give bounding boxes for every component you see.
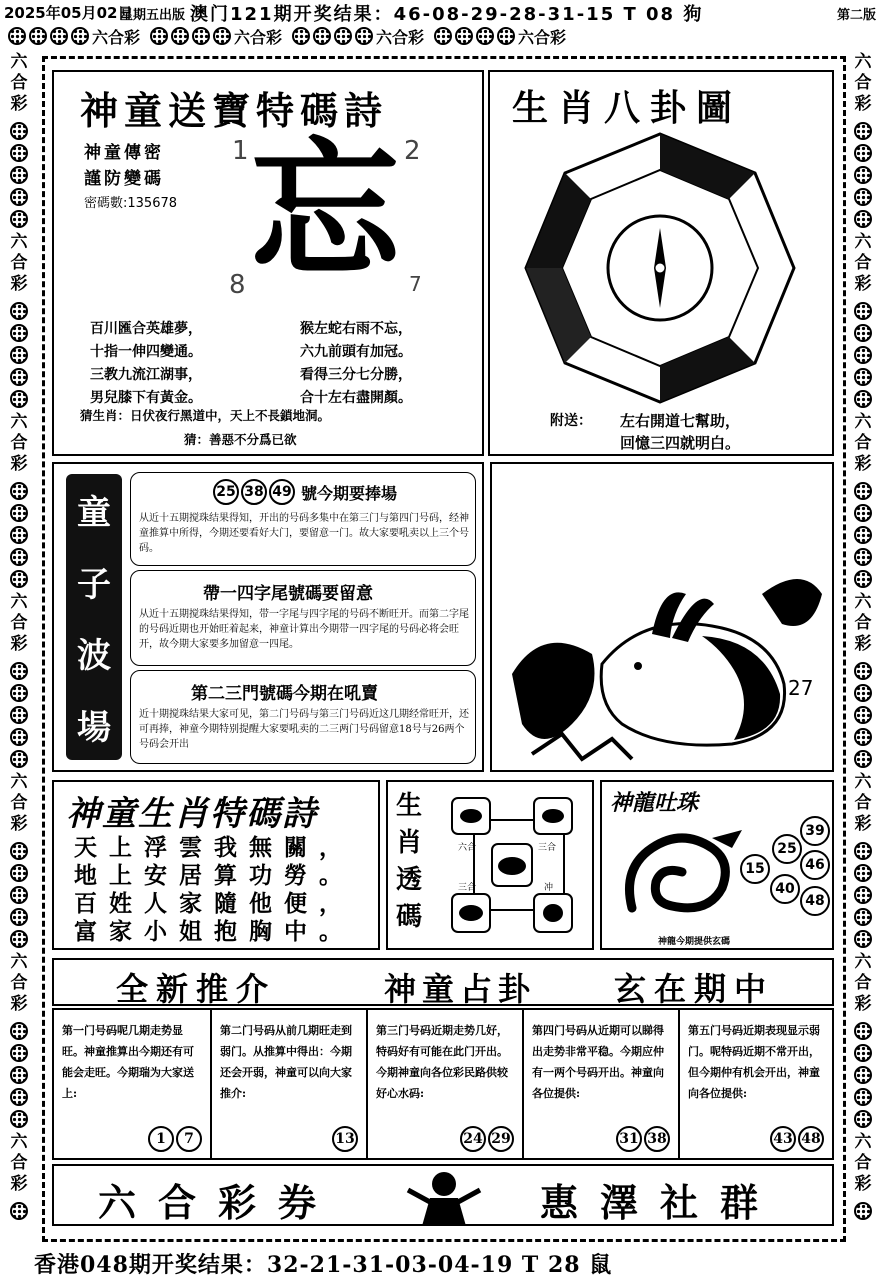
mascot-head (432, 1172, 456, 1196)
dot-ball-icon (854, 210, 872, 228)
dot-ball-icon (455, 27, 473, 45)
dot-ball-icon (854, 684, 872, 702)
border-group (434, 25, 566, 48)
zodiac-poem-title: 神童生肖特碼詩 (66, 794, 318, 834)
dot-ball-icon (854, 302, 872, 320)
dot-ball-icon (854, 662, 872, 680)
border-label: 六 合 彩 (854, 232, 872, 294)
door-text: 第二门号码从前几期旺走到弱门。从推算中得出：今期还会开弱，神童可以向大家推介: (220, 1024, 352, 1100)
poem-left-column (90, 318, 202, 410)
dot-ball-icon (313, 27, 331, 45)
dot-ball-icon (50, 27, 68, 45)
footer-banner (52, 1164, 834, 1226)
dot-ball-icon (10, 1110, 28, 1128)
dot-ball-icon (854, 1088, 872, 1106)
border-label: 六合彩 (376, 27, 425, 47)
dot-ball-icon (10, 548, 28, 566)
dot-ball-icon (854, 504, 872, 522)
zodiac-poem-lines (74, 834, 354, 946)
secret-line-2: 謹防變碼 (84, 169, 164, 189)
border-label: 六合彩 (234, 27, 283, 47)
door-1 (54, 1010, 212, 1158)
poem-left-line: 十指一伸四變通。 (90, 344, 202, 360)
rat-silhouette (498, 857, 526, 875)
bottom-bar (0, 1246, 880, 1279)
number-ball: 25 (213, 479, 239, 505)
child-box-2 (130, 570, 476, 666)
dot-ball-icon (854, 1044, 872, 1062)
dot-ball-icon (854, 842, 872, 860)
dot-ball-icon (10, 1202, 28, 1220)
dot-ball-icon (192, 27, 210, 45)
guess-line-2: 猜：善惡不分爲已欲 (184, 432, 297, 447)
dot-ball-icon (10, 122, 28, 140)
child-box-1-header (213, 479, 397, 505)
border-label: 六 合 彩 (10, 52, 28, 114)
child-box-1-text: 从近十五期搅珠结果得知，开出的号码多集中在第三门与第四门号码，经神童推算中所得，今期还要看好大门，要留意一门。故大家要吼卖以上三个号码。 (139, 513, 469, 554)
dot-ball-icon (10, 570, 28, 588)
footer-right: 惠澤社群 (540, 1180, 781, 1225)
child-panel (52, 462, 484, 772)
number-ball: 1 (148, 1126, 174, 1152)
transit-vertical-title (396, 788, 422, 936)
dot-ball-icon (854, 144, 872, 162)
attach-line-1: 左右開道七幫助， (620, 412, 741, 430)
number-ball: 49 (269, 479, 295, 505)
dot-ball-icon (10, 188, 28, 206)
child-box-2-text: 从近十五期搅珠结果得知，带一字尾与四字尾的号码不断旺开。而第二字尾的号码近期也开始旺着起来，神童计算出今期带一四字尾的号码必将会旺开，故今期大家要多加留意一四尾。 (139, 609, 469, 650)
rabbit-picture-panel (490, 462, 834, 772)
border-label: 六 合 彩 (854, 1132, 872, 1194)
dot-ball-icon (854, 706, 872, 724)
dot-ball-icon (854, 346, 872, 364)
poem-left-line: 三教九流江湖事， (90, 367, 202, 383)
dot-ball-icon (476, 27, 494, 45)
dragon-pearl: 48 (800, 886, 830, 916)
bagua-diagram (524, 132, 796, 404)
dragon-head (712, 830, 742, 848)
digit-top-left: 1 (232, 136, 249, 166)
poem-panel (52, 70, 484, 456)
number-ball: 31 (616, 1126, 642, 1152)
bush-right (762, 579, 822, 626)
dot-ball-icon (854, 1110, 872, 1128)
promo-banner (52, 958, 834, 1006)
dot-ball-icon (10, 706, 28, 724)
banner-middle: 神童占卦 (384, 970, 537, 1008)
zodiac-poem-line: 天上浮雲我無關， (74, 834, 354, 861)
door-3 (368, 1010, 524, 1158)
poem-right-line: 猴左蛇右雨不忘， (300, 321, 412, 337)
dot-ball-icon (10, 886, 28, 904)
border-label: 六 合 彩 (10, 1132, 28, 1194)
border-label: 六 合 彩 (10, 232, 28, 294)
secret-line-1: 神童傳密 (84, 143, 164, 163)
top-border-strip (8, 25, 874, 47)
door-text: 第五门号码近期表现显示弱门。呢特码近期不常开出，但今期仲有机会开出，神童向各位提供: (688, 1024, 820, 1100)
dragon-pearl: 15 (740, 854, 770, 884)
dot-ball-icon (854, 750, 872, 768)
border-group (292, 25, 424, 48)
zodiac-poem-line: 地上安居算功勞。 (74, 862, 354, 889)
dot-ball-icon (10, 930, 28, 948)
ox-silhouette (459, 905, 483, 921)
dot-ball-icon (10, 864, 28, 882)
dot-ball-icon (854, 864, 872, 882)
banner-left: 全新推介 (116, 970, 277, 1008)
dot-ball-icon (10, 684, 28, 702)
border-label: 六合彩 (92, 27, 141, 47)
number-ball: 24 (460, 1126, 486, 1152)
child-box-1-title: 號今期要捧場 (301, 483, 398, 503)
big-character: 忘 (250, 122, 401, 298)
dot-ball-icon (854, 324, 872, 342)
dot-ball-icon (71, 27, 89, 45)
dot-ball-icon (854, 482, 872, 500)
zodiac-poem-line: 百姓人家隨他便， (74, 890, 354, 917)
hongkong-result: 香港048期开奖结果：32-21-31-03-04-19 T 28 鼠 (34, 1252, 613, 1278)
dot-ball-icon (10, 750, 28, 768)
dot-ball-icon (171, 27, 189, 45)
dot-ball-icon (854, 1022, 872, 1040)
dragon-pearl: 40 (770, 874, 800, 904)
issue-weekday: 星期五出版 (120, 8, 186, 23)
number-ball: 13 (332, 1126, 358, 1152)
border-group (8, 25, 140, 48)
dot-ball-icon (497, 27, 515, 45)
dragon-caption: 神龍今期提供玄碼 (658, 937, 731, 947)
poem-title: 神童送寶特碼詩 (80, 88, 389, 133)
dragon-pearl: 46 (800, 850, 830, 880)
border-label: 六 合 彩 (10, 412, 28, 474)
dragon-pearl: 25 (772, 834, 802, 864)
dragon-panel (600, 780, 834, 950)
left-border-strip (4, 52, 36, 1242)
digit-top-right: 2 (404, 136, 421, 166)
number-ball: 7 (176, 1126, 202, 1152)
dot-ball-icon (10, 504, 28, 522)
label-liuhe: 六合 (458, 843, 477, 853)
door-2 (212, 1010, 368, 1158)
poem-right-line: 看得三分七分勝， (300, 367, 412, 383)
border-label: 六 合 彩 (854, 52, 872, 114)
door-5 (680, 1010, 832, 1158)
label-chong: 冲 (544, 883, 554, 893)
rabbit-illustration (502, 554, 832, 764)
border-label: 六 合 彩 (854, 772, 872, 834)
bagua-panel (488, 70, 834, 456)
issue-date: 2025年05月02日 (4, 4, 133, 22)
transit-title-char: 透 (396, 865, 423, 895)
border-label: 六合彩 (518, 27, 567, 47)
number-ball: 29 (488, 1126, 514, 1152)
transit-title-char: 碼 (396, 902, 423, 932)
dot-ball-icon (854, 1066, 872, 1084)
dot-ball-icon (10, 526, 28, 544)
compass-hub (655, 263, 665, 273)
dot-ball-icon (854, 570, 872, 588)
number-ball: 38 (241, 479, 267, 505)
transit-title-char: 肖 (396, 828, 423, 858)
border-label: 六 合 彩 (10, 592, 28, 654)
dot-ball-icon (150, 27, 168, 45)
banner-right: 玄在期中 (614, 970, 775, 1008)
dot-ball-icon (213, 27, 231, 45)
dot-ball-icon (10, 390, 28, 408)
dot-ball-icon (854, 548, 872, 566)
dot-ball-icon (10, 662, 28, 680)
label-sanhe: 三合 (538, 843, 557, 853)
dot-ball-icon (10, 324, 28, 342)
poem-left-line: 百川匯合英雄夢， (90, 321, 202, 337)
guess-line-1: 猜生肖：日伏夜行黑道中，天上不長鎖地洞。 (80, 408, 331, 423)
vertical-title-char: 子 (77, 564, 111, 605)
dot-ball-icon (854, 122, 872, 140)
child-box-2-title: 帶一四字尾號碼要留意 (203, 584, 373, 604)
transit-diagram (446, 792, 592, 942)
vertical-title-char: 波 (77, 636, 111, 677)
door-text: 第四门号码从近期可以睇得出走势非常平稳。今期应仲有一两个号码开出。神童向各位提供: (532, 1024, 664, 1100)
dot-ball-icon (854, 166, 872, 184)
dot-ball-icon (10, 346, 28, 364)
attach-line-2: 回憶三四就明白。 (620, 434, 741, 452)
dot-ball-icon (10, 302, 28, 320)
border-label: 六 合 彩 (10, 952, 28, 1014)
footer-left: 六合彩券 (98, 1180, 339, 1225)
number-ball: 43 (770, 1126, 796, 1152)
dot-ball-icon (10, 368, 28, 386)
poem-right-line: 六九前頭有加冠。 (300, 344, 412, 360)
goat-silhouette (460, 809, 482, 823)
picture-number: 27 (788, 676, 814, 700)
dot-ball-icon (10, 166, 28, 184)
border-label: 六 合 彩 (854, 592, 872, 654)
child-box-3-title: 第二三門號碼今期在吼賣 (191, 684, 378, 704)
zodiac-poem-panel (52, 780, 380, 950)
dot-ball-icon (854, 368, 872, 386)
dot-ball-icon (854, 390, 872, 408)
poem-left-line: 男兒膝下有黃金。 (90, 390, 202, 406)
dot-ball-icon (854, 908, 872, 926)
dot-ball-icon (292, 27, 310, 45)
child-box-3 (130, 670, 476, 764)
zodiac-poem-line: 富家小姐抱胸中。 (74, 918, 354, 945)
label-sanhe-2: 三合 (458, 883, 477, 893)
border-label: 六 合 彩 (854, 952, 872, 1014)
dot-ball-icon (854, 188, 872, 206)
door-text: 第三门号码近期走势几好，特码好有可能在此门开出。今期神童向各位彩民路供较好心水码: (376, 1024, 508, 1100)
rooster-silhouette (543, 904, 563, 922)
dot-ball-icon (854, 728, 872, 746)
border-group (150, 25, 282, 48)
dot-ball-icon (10, 1088, 28, 1106)
dot-ball-icon (10, 482, 28, 500)
edition-label: 第二版 (836, 8, 876, 23)
dot-ball-icon (10, 1022, 28, 1040)
dot-ball-icon (854, 886, 872, 904)
border-label: 六 合 彩 (854, 412, 872, 474)
dot-ball-icon (10, 728, 28, 746)
number-ball: 38 (644, 1126, 670, 1152)
dot-ball-icon (434, 27, 452, 45)
child-box-3-text: 近十期搅珠结果大家可见，第二门号码与第三门号码近这几期经常旺开，还可再捧，神童今期特别提醒大家要吼卖的二三两门号码留意18号与26两个号码会开出 (139, 709, 469, 750)
digit-bottom-right: 7 (409, 272, 422, 296)
poem-right-column (300, 318, 412, 410)
bush-left (512, 643, 595, 739)
dot-ball-icon (334, 27, 352, 45)
top-bar (0, 0, 880, 24)
dot-ball-icon (854, 930, 872, 948)
child-vertical-title (66, 474, 122, 760)
vertical-title-char: 場 (77, 707, 111, 748)
dot-ball-icon (8, 27, 26, 45)
dragon-body (630, 838, 726, 908)
digit-bottom-left: 8 (229, 270, 246, 300)
horse-silhouette (542, 809, 564, 823)
right-border-strip (848, 52, 880, 1242)
code-label: 密碼數:135678 (84, 196, 178, 211)
rabbit-eye (634, 662, 642, 670)
dot-ball-icon (10, 1066, 28, 1084)
dragon-illustration (612, 818, 752, 928)
dot-ball-icon (10, 842, 28, 860)
dot-ball-icon (10, 908, 28, 926)
dragon-title: 神龍吐珠 (610, 790, 699, 816)
dot-ball-icon (10, 144, 28, 162)
child-box-1 (130, 472, 476, 566)
zodiac-transit-panel (386, 780, 594, 950)
dot-ball-icon (10, 210, 28, 228)
dot-ball-icon (854, 526, 872, 544)
poem-right-line: 合十左右盡開顏。 (300, 390, 412, 406)
border-label: 六 合 彩 (10, 772, 28, 834)
vertical-title-char: 童 (77, 493, 111, 534)
door-text: 第一门号码呢几期走势显旺。神童推算出今期还有可能会走旺。今期瑞为大家送上: (62, 1024, 194, 1100)
number-ball: 48 (798, 1126, 824, 1152)
macau-result: 澳门121期开奖结果：46-08-29-28-31-15 T 08 狗 (190, 4, 704, 25)
dot-ball-icon (29, 27, 47, 45)
dot-ball-icon (854, 1202, 872, 1220)
doors-panel (52, 1008, 834, 1160)
bagua-title: 生肖八卦圖 (512, 87, 743, 129)
dragon-pearl: 39 (800, 816, 830, 846)
mascot-figure (404, 1168, 484, 1226)
dot-ball-icon (10, 1044, 28, 1062)
attach-label: 附送： (550, 413, 592, 429)
transit-title-char: 生 (396, 791, 423, 821)
dot-ball-icon (355, 27, 373, 45)
door-4 (524, 1010, 680, 1158)
